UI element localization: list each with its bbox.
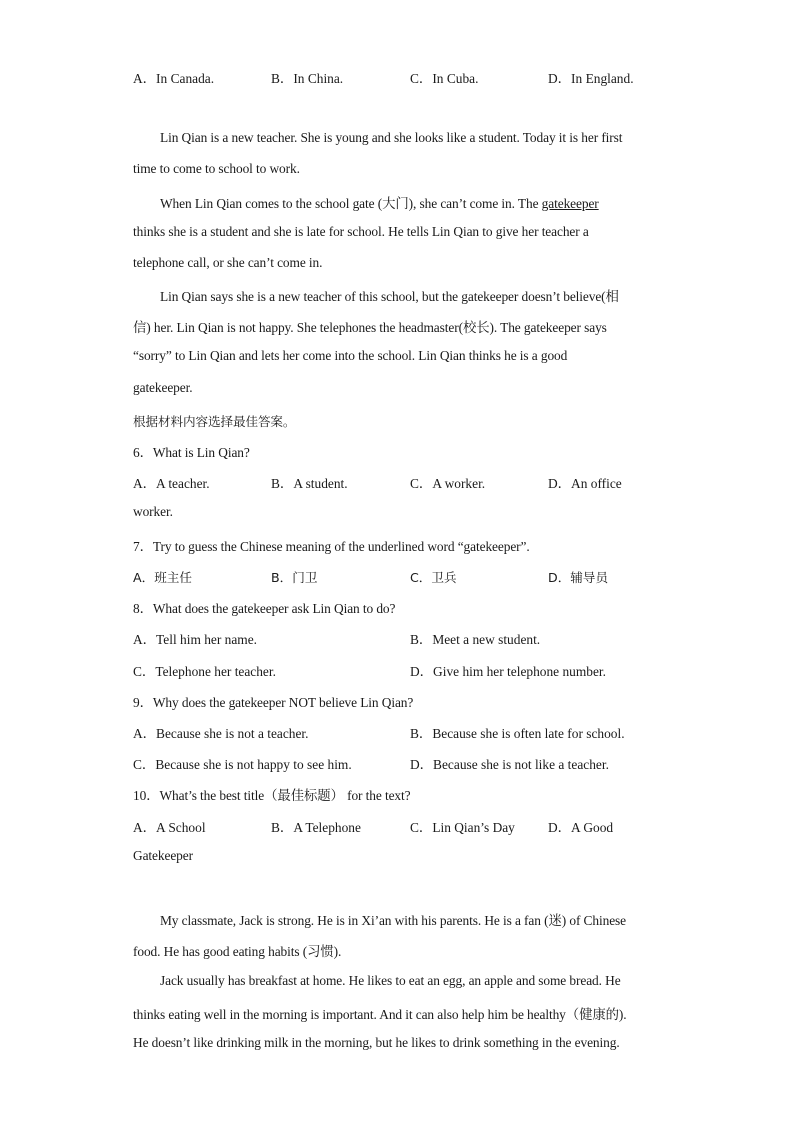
passage2-p1-line2: time to come to school to work.	[133, 161, 300, 176]
passage2-p1-line1: Lin Qian is a new teacher. She is young and she looks like a student. Today it is her first	[160, 130, 623, 145]
passage2-p3-line1: Lin Qian says she is a new teacher of this school, but the gatekeeper doesn’t believe(相	[160, 289, 619, 304]
q7-option-b: B．门卫	[271, 570, 318, 585]
q6-option-a: A．A teacher.	[133, 476, 210, 491]
passage3-p2-line1: Jack usually has breakfast at home. He likes to eat an egg, an apple and some bread. He	[160, 973, 621, 988]
q7-option-c: C．卫兵	[410, 570, 457, 585]
q9-option-b: B．Because she is often late for school.	[410, 726, 625, 741]
q8-option-c: C．Telephone her teacher.	[133, 664, 276, 679]
instruction-text: 根据材料内容选择最佳答案。	[133, 414, 296, 429]
passage3-p2-line3: He doesn’t like drinking milk in the morning, but he likes to drink something in the evening.	[133, 1035, 620, 1050]
q10-option-d-wrap: Gatekeeper	[133, 848, 193, 863]
q5-option-d: D．In England.	[548, 71, 634, 86]
q5-option-b: B．In China.	[271, 71, 344, 86]
q9-option-c: C．Because she is not happy to see him.	[133, 757, 352, 772]
passage2-p2-line2: thinks she is a student and she is late for school. He tells Lin Qian to give her teacher a	[133, 224, 589, 239]
underlined-word-gatekeeper: gatekeeper	[541, 196, 599, 211]
q6-option-c: C．A worker.	[410, 476, 486, 491]
q7-option-d: D．辅导员	[548, 570, 609, 585]
q9-option-d: D．Because she is not like a teacher.	[410, 757, 609, 772]
q6-option-d-wrap: worker.	[133, 504, 173, 519]
q8-option-b: B．Meet a new student.	[410, 632, 541, 647]
q10-option-c: C．Lin Qian’s Day	[410, 820, 515, 835]
passage2-p2-line3: telephone call, or she can’t come in.	[133, 255, 323, 270]
passage2-p3-line3: “sorry” to Lin Qian and lets her come into the school. Lin Qian thinks he is a good	[133, 348, 568, 363]
passage3-p2-line2: thinks eating well in the morning is important. And it can also help him be healthy（健康的).	[133, 1007, 627, 1022]
q9-stem: 9．Why does the gatekeeper NOT believe Lin Qian?	[133, 695, 414, 710]
passage2-p3-line4: gatekeeper.	[133, 380, 193, 395]
q6-option-d: D．An office	[548, 476, 622, 491]
q10-stem: 10．What’s the best title（最佳标题） for the text?	[133, 788, 411, 803]
q6-option-b: B．A student.	[271, 476, 348, 491]
q8-option-d: D．Give him her telephone number.	[410, 664, 606, 679]
q7-stem: 7．Try to guess the Chinese meaning of the underlined word “gatekeeper”.	[133, 539, 530, 554]
passage3-p1-line1: My classmate, Jack is strong. He is in Xi’an with his parents. He is a fan (迷) of Chinese	[160, 913, 626, 928]
q10-option-d: D．A Good	[548, 820, 614, 835]
passage3-p1-line2: food. He has good eating habits (习惯).	[133, 944, 342, 959]
q6-stem: 6．What is Lin Qian?	[133, 445, 250, 460]
q8-stem: 8．What does the gatekeeper ask Lin Qian to do?	[133, 601, 396, 616]
q10-option-b: B．A Telephone	[271, 820, 361, 835]
q7-option-a: A．班主任	[133, 570, 192, 585]
passage2-p2-line1	[160, 193, 599, 212]
passage2-p3-line2: 信) her. Lin Qian is not happy. She telephones the headmaster(校长). The gatekeeper says	[133, 320, 607, 335]
q10-option-a: A．A School	[133, 820, 206, 835]
passage2-p2-line1-text: When Lin Qian comes to the school gate (大门), she can’t come in. The	[160, 196, 542, 211]
q5-option-c: C．In Cuba.	[410, 71, 479, 86]
q5-option-a: A．In Canada.	[133, 71, 215, 86]
q8-option-a: A．Tell him her name.	[133, 632, 258, 647]
q9-option-a: A．Because she is not a teacher.	[133, 726, 309, 741]
